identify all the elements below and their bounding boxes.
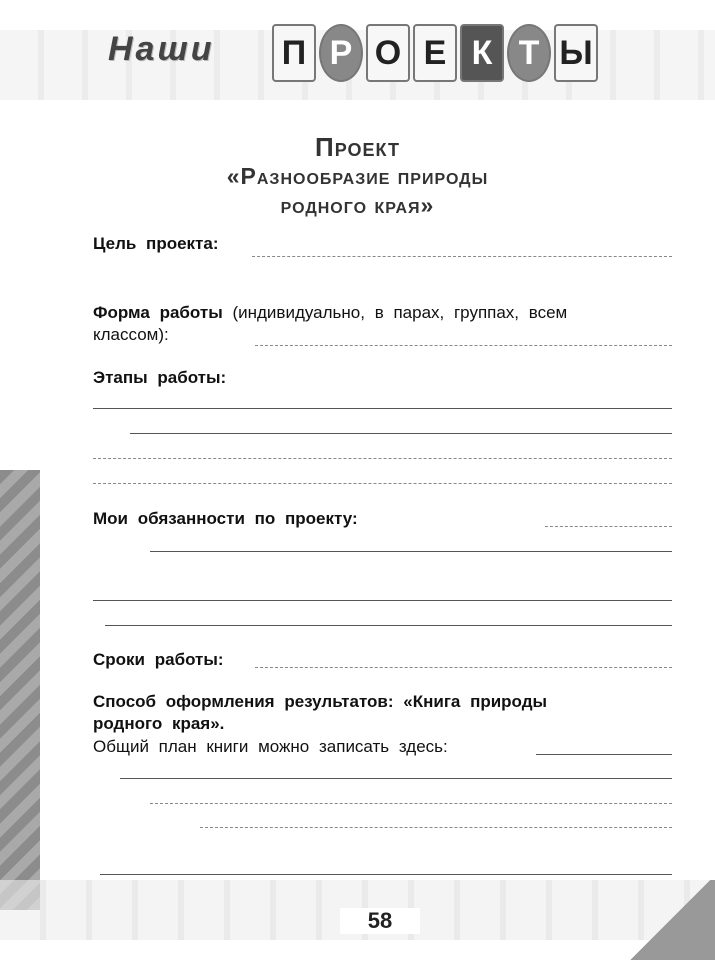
plan-answer-line[interactable]	[150, 803, 672, 804]
terms-label: Сроки работы:	[93, 650, 224, 669]
plan-answer-line[interactable]	[536, 754, 672, 755]
letter-tile: П	[272, 24, 316, 82]
plan-answer-line[interactable]	[120, 778, 672, 779]
letter-tile: К	[460, 24, 504, 82]
duties-answer-line[interactable]	[93, 600, 672, 601]
method-label-continued: родного края».	[93, 714, 225, 733]
stages-answer-line[interactable]	[93, 458, 672, 459]
plan-answer-line[interactable]	[200, 827, 672, 828]
duties-answer-line[interactable]	[105, 625, 672, 626]
plan-text: Общий план книги можно записать здесь:	[93, 737, 448, 756]
letter-tile: Е	[413, 24, 457, 82]
goal-answer-line[interactable]	[252, 256, 672, 257]
stages-answer-line[interactable]	[93, 408, 672, 409]
duties-answer-line[interactable]	[150, 551, 672, 552]
form-row	[93, 302, 673, 324]
form-note: (индивидуально, в парах, группах, всем	[232, 303, 568, 322]
form-note-continued: классом):	[93, 325, 169, 344]
header-banner	[0, 0, 715, 110]
letter-tile: Т	[507, 24, 551, 82]
title-line-3: родного края»	[280, 192, 435, 218]
goal-label: Цель проекта:	[93, 234, 219, 253]
stages-answer-line[interactable]	[130, 433, 672, 434]
letter-tile: Р	[319, 24, 363, 82]
duties-answer-line[interactable]	[545, 526, 672, 527]
letter-tile: Ы	[554, 24, 598, 82]
form-label: Форма работы	[93, 303, 223, 322]
stages-label: Этапы работы:	[93, 368, 227, 387]
project-title	[0, 133, 715, 220]
form-answer-line[interactable]	[255, 345, 672, 346]
banner-word-nashi: Наши	[108, 30, 215, 68]
plan-answer-line[interactable]	[100, 874, 672, 875]
left-decoration	[0, 470, 40, 910]
banner-letter-tiles	[272, 24, 598, 82]
corner-decoration	[625, 880, 715, 960]
title-line-1: Проект	[315, 132, 400, 162]
terms-answer-line[interactable]	[255, 667, 672, 668]
duties-label: Мои обязанности по проекту:	[93, 509, 358, 528]
method-label: Способ оформления результатов: «Книга природы	[93, 692, 548, 711]
page-number: 58	[340, 908, 420, 934]
letter-tile: О	[366, 24, 410, 82]
stages-answer-line[interactable]	[93, 483, 672, 484]
title-line-2: «Разнообразие природы	[226, 163, 489, 189]
